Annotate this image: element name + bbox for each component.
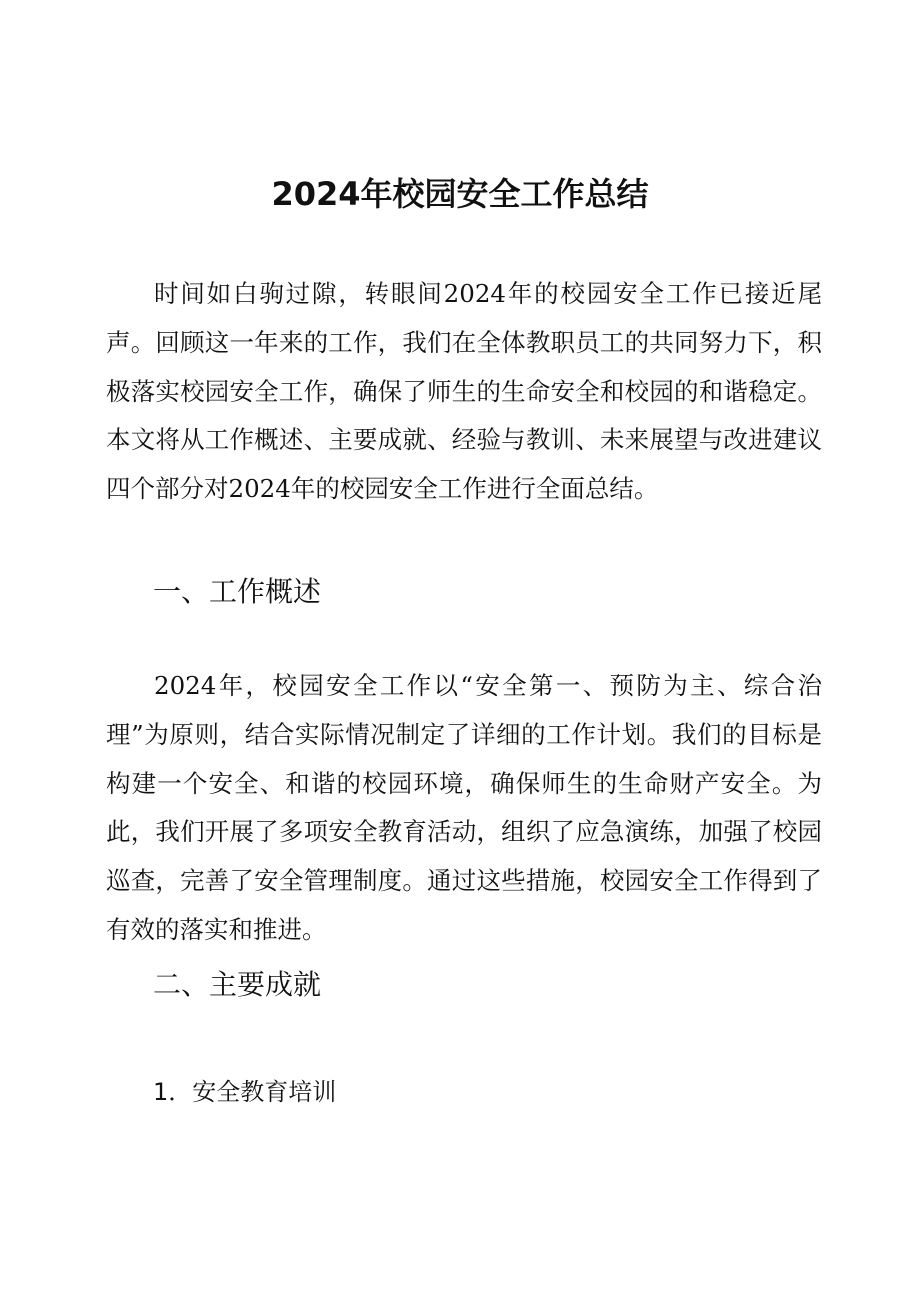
section-heading-overview: 一、工作概述 [153,575,322,608]
intro-paragraph: 时间如白驹过隙，转眼间2024年的校园安全工作已接近尾声。回顾这一年来的工作，我们在全体教职员工的共同努力下，积极落实校园安全工作，确保了师生的生命安全和校园的和谐稳定。本文将从工作概述、主要成就、经验与教训、未来展望与改进建议四个部分对2024年的校园安全工作进行全面总结。 [106,279,822,504]
section-heading-achievements: 二、主要成就 [153,968,322,1001]
overview-paragraph: 2024年，校园安全工作以“安全第一、预防为主、综合治理”为原则，结合实际情况制定了详细的工作计划。我们的目标是构建一个安全、和谐的校园环境，确保师生的生命财产安全。为此，我们开展了多项安全教育活动，组织了应急演练，加强了校园巡查，完善了安全管理制度。通过这些措施，校园安全工作得到了有效的落实和推进。 [106,671,822,944]
subsection-heading-safety-education: 1．安全教育培训 [153,1078,337,1106]
document-title: 2024年校园安全工作总结 [271,175,649,213]
